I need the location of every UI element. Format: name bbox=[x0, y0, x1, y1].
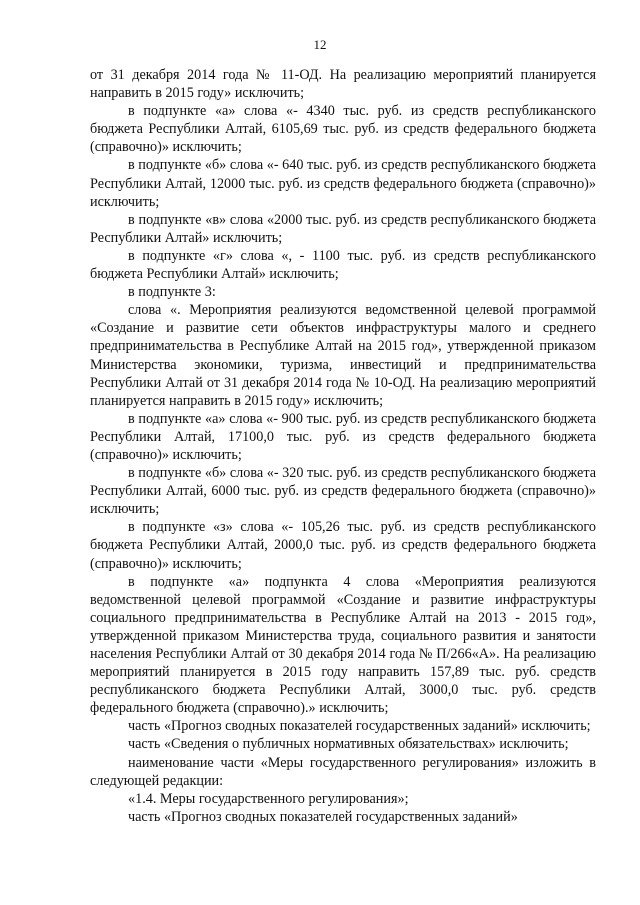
paragraph: слова «. Мероприятия реализуются ведомственной целевой программой «Создание и развитие сети объектов инфраструктуры малого и среднего предпринимательства в Республике Алтай на 2015 год», утвержденной приказом Министерства экономики, туризма, инвестиций и предпринимательства Республики Алтай от 31 декабря 2014 года № 10-ОД. На реализацию мероприятий планируется направить в 2015 году» исключить; bbox=[90, 302, 596, 409]
paragraph: в подпункте 3: bbox=[128, 284, 216, 301]
paragraph: в подпункте «а» подпункта 4 слова «Мероприятия реализуются ведомственной целевой программой «Создание и развитие инфраструктуры социального предпринимательства в Республике Алтай на 2013 - 2015 год», утвержденной приказом Министерства труда, социального развития и занятости населения Республики Алтай от 30 декабря 2014 года № П/266«А». На реализацию мероприятий планируется в 2015 году направить 157,89 тыс. руб. средств республиканского бюджета Республики Алтай, 3000,0 тыс. руб. средств федерального бюджета (справочно).» исключить; bbox=[90, 573, 596, 717]
paragraph: от 31 декабря 2014 года № 11-ОД. На реализацию мероприятий планируется направить в 2015 году» исключить; bbox=[90, 67, 596, 102]
page-number: 12 bbox=[313, 37, 327, 52]
paragraph: в подпункте «г» слова «, - 1100 тыс. руб. из средств республиканского бюджета Республики Алтай» исключить; bbox=[90, 247, 596, 283]
paragraph: часть «Сведения о публичных нормативных обязательствах» исключить; bbox=[128, 736, 569, 753]
paragraph: в подпункте «б» слова «- 640 тыс. руб. из средств республиканского бюджета Республики Алтай, 12000 тыс. руб. из средств федерального бюджета (справочно)» исключить; bbox=[90, 157, 596, 210]
paragraph: наименование части «Меры государственного регулирования» изложить в следующей редакции: bbox=[90, 754, 596, 789]
paragraph: в подпункте «б» слова «- 320 тыс. руб. из средств республиканского бюджета Республики Алтай, 6000 тыс. руб. из средств федерального бюджета (справочно)» исключить; bbox=[90, 465, 596, 518]
paragraph: часть «Прогноз сводных показателей государственных заданий» исключить; bbox=[128, 718, 591, 735]
paragraph: в подпункте «з» слова «- 105,26 тыс. руб. из средств республиканского бюджета Республики Алтай, 2000,0 тыс. руб. из средств федерального бюджета (справочно)» исключить; bbox=[90, 519, 596, 572]
paragraph: «1.4. Меры государственного регулирования»; bbox=[128, 790, 409, 807]
paragraph: в подпункте «а» слова «- 4340 тыс. руб. из средств республиканского бюджета Республики Алтай, 6105,69 тыс. руб. из средств федерального бюджета (справочно)» исключить; bbox=[90, 103, 596, 156]
paragraph: часть «Прогноз сводных показателей государственных заданий» bbox=[128, 808, 518, 825]
paragraph: в подпункте «в» слова «2000 тыс. руб. из средств республиканского бюджета Республики Алтай» исключить; bbox=[90, 211, 596, 246]
document-body bbox=[90, 66, 596, 826]
paragraph: в подпункте «а» слова «- 900 тыс. руб. из средств республиканского бюджета Республики Алтай, 17100,0 тыс. руб. из средств федерального бюджета (справочно)» исключить; bbox=[90, 410, 596, 463]
